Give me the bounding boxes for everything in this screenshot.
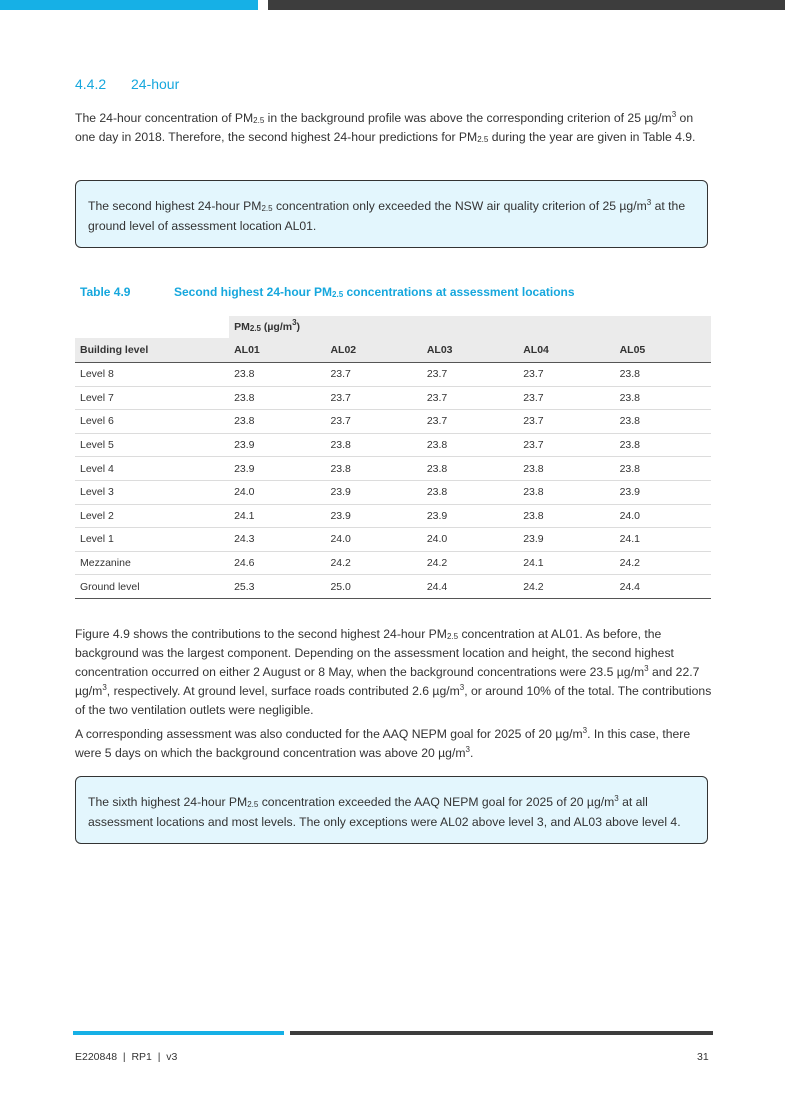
superscript: 3 — [671, 110, 677, 119]
callout-box-criterion — [75, 180, 708, 248]
text-run: A corresponding assessment was also conducted for the AAQ NEPM goal for 2025 of 20 µg/m — [75, 727, 583, 741]
table-cell: 24.2 — [325, 551, 421, 575]
table-cell: 23.9 — [325, 480, 421, 504]
table-cell: Level 6 — [75, 410, 229, 434]
column-header: AL02 — [325, 338, 421, 363]
text-run: PM — [234, 321, 250, 333]
table-cell: 24.1 — [518, 551, 614, 575]
footer-accent-bar-dark — [290, 1031, 713, 1035]
table-cell: 23.8 — [518, 504, 614, 528]
table-cell: 23.9 — [518, 528, 614, 552]
table-row — [75, 504, 711, 528]
text-run: during the year are given in Table 4.9. — [488, 130, 696, 144]
table-cell: 24.6 — [229, 551, 325, 575]
table-cell: 24.0 — [229, 480, 325, 504]
table-cell: 24.0 — [422, 528, 518, 552]
text-run: (µg/m — [260, 321, 293, 333]
table-cell: 23.7 — [422, 363, 518, 387]
table-cell: 23.8 — [615, 457, 711, 481]
table-cell: 23.8 — [229, 386, 325, 410]
text-run: concentration only exceeded the NSW air quality criterion of 25 µg/m — [272, 199, 647, 213]
table-row — [75, 551, 711, 575]
table-cell: 24.0 — [325, 528, 421, 552]
table-cell: 23.7 — [325, 410, 421, 434]
table-row — [75, 363, 711, 387]
table-row — [75, 457, 711, 481]
table-group-header — [229, 316, 711, 338]
column-header: Building level — [75, 338, 229, 363]
table-cell: Level 2 — [75, 504, 229, 528]
text-run: concentration exceeded the AAQ NEPM goal for 2025 of 20 µg/m — [258, 795, 615, 809]
superscript: 3 — [465, 745, 470, 754]
table-row — [75, 575, 711, 599]
table-cell: 24.0 — [615, 504, 711, 528]
table-cell: 23.7 — [518, 410, 614, 434]
subscript: 2.5 — [332, 290, 344, 299]
table-cell: 23.7 — [422, 386, 518, 410]
text-run: at the ground level of assessment location AL01. — [88, 199, 686, 233]
table-cell: 23.7 — [518, 363, 614, 387]
table-cell: 23.9 — [229, 433, 325, 457]
text-run: . In this case, there were 5 days on which the background concentration was above 20 µg/m — [75, 727, 691, 760]
text-run: on one day in 2018. Therefore, the second highest 24-hour predictions for PM — [75, 111, 694, 144]
table-cell: Level 4 — [75, 457, 229, 481]
superscript: 3 — [646, 198, 652, 207]
table-header-row — [75, 338, 711, 363]
footer-accent-bar-blue — [73, 1031, 284, 1035]
subscript: 2.5 — [247, 800, 259, 809]
table-cell: 23.8 — [615, 433, 711, 457]
table-caption — [80, 285, 575, 299]
table-row — [75, 433, 711, 457]
text-run: and 22.7 µg/m — [75, 665, 700, 698]
callout-text — [88, 196, 697, 236]
table-group-header-row — [75, 316, 711, 338]
table-cell: 23.8 — [325, 457, 421, 481]
superscript: 3 — [459, 683, 465, 692]
text-run: The 24-hour concentration of PM — [75, 111, 254, 125]
subscript: 2.5 — [261, 204, 273, 213]
table-cell: 24.4 — [422, 575, 518, 599]
text-run: concentration at AL01. As before, the background was the largest component. Depending on the assessment location and height, the second highest concentration occurred on either 2 August or 8 May, when the background concentrations were 23.5 µg/m — [75, 627, 674, 679]
column-header: AL03 — [422, 338, 518, 363]
text-run: Figure 4.9 shows the contributions to the second highest 24-hour PM — [75, 627, 447, 641]
page-number: 31 — [697, 1051, 709, 1063]
concentration-table — [75, 316, 711, 599]
column-header: AL01 — [229, 338, 325, 363]
table-cell: 23.8 — [615, 386, 711, 410]
text-run: ) — [296, 321, 301, 333]
table-cell: 23.8 — [422, 457, 518, 481]
table-cell: 24.4 — [615, 575, 711, 599]
superscript: 3 — [292, 318, 297, 327]
table-cell: 23.9 — [615, 480, 711, 504]
table-cell: 23.8 — [422, 480, 518, 504]
table-cell: 24.2 — [518, 575, 614, 599]
table-cell: Level 3 — [75, 480, 229, 504]
table-cell: 24.1 — [229, 504, 325, 528]
table-cell: 24.3 — [229, 528, 325, 552]
table-cell: 23.8 — [615, 363, 711, 387]
text-run: concentrations at assessment locations — [343, 285, 575, 299]
subscript: 2.5 — [446, 632, 459, 641]
callout-box-nepm — [75, 776, 708, 844]
superscript: 3 — [102, 683, 107, 692]
text-run: , respectively. At ground level, surface roads contributed 2.6 µg/m — [106, 684, 460, 698]
table-cell: Ground level — [75, 575, 229, 599]
section-number: 4.4.2 — [75, 76, 107, 92]
section-heading — [75, 76, 179, 92]
paragraph-nepm-assessment — [75, 725, 715, 763]
text-run: . — [469, 746, 474, 760]
table-cell: 23.8 — [229, 363, 325, 387]
table-cell: Level 5 — [75, 433, 229, 457]
table-cell: 23.7 — [518, 386, 614, 410]
table-cell: 24.1 — [615, 528, 711, 552]
column-header: AL04 — [518, 338, 614, 363]
table-cell: Level 1 — [75, 528, 229, 552]
header-accent-bar-dark — [268, 0, 785, 10]
table-cell: 23.8 — [518, 480, 614, 504]
table-cell: Mezzanine — [75, 551, 229, 575]
table-cell: 23.8 — [518, 457, 614, 481]
column-header: AL05 — [615, 338, 711, 363]
subscript: 2.5 — [477, 135, 489, 144]
table-row — [75, 480, 711, 504]
table-cell: 25.3 — [229, 575, 325, 599]
table-cell: 24.2 — [615, 551, 711, 575]
table-cell: 23.8 — [325, 433, 421, 457]
table-cell: 23.9 — [422, 504, 518, 528]
table-cell: 23.9 — [229, 457, 325, 481]
table-cell: 24.2 — [422, 551, 518, 575]
table-row — [75, 410, 711, 434]
table-cell: 23.7 — [422, 410, 518, 434]
table-cell: 23.8 — [422, 433, 518, 457]
superscript: 3 — [614, 794, 619, 803]
paragraph-intro — [75, 109, 715, 147]
footer-document-reference: E220848 | RP1 | v3 — [75, 1051, 178, 1063]
header-accent-bar-blue — [0, 0, 258, 10]
text-run: The second highest 24-hour PM — [88, 199, 262, 213]
text-run: in the background profile was above the corresponding criterion of 25 µg/m — [264, 111, 672, 125]
table-cell: 23.7 — [325, 386, 421, 410]
paragraph-figure-discussion — [75, 625, 715, 720]
section-title: 24-hour — [131, 76, 180, 92]
table-row — [75, 528, 711, 552]
table-cell: 25.0 — [325, 575, 421, 599]
table-cell: 23.8 — [229, 410, 325, 434]
table-cell: 23.9 — [325, 504, 421, 528]
table-row — [75, 386, 711, 410]
table-cell: Level 7 — [75, 386, 229, 410]
text-run: Second highest 24-hour PM — [174, 285, 333, 299]
table-cell: Level 8 — [75, 363, 229, 387]
table-cell: 23.8 — [615, 410, 711, 434]
table-header-blank — [75, 316, 229, 338]
text-run: The sixth highest 24-hour PM — [88, 795, 248, 809]
text-run: , or around 10% of the total. The contributions of the two ventilation outlets were negligible. — [75, 684, 712, 717]
table-number: Table 4.9 — [80, 285, 131, 299]
table-cell: 23.7 — [325, 363, 421, 387]
callout-text — [88, 792, 697, 832]
subscript: 2.5 — [249, 324, 261, 333]
subscript: 2.5 — [253, 116, 265, 125]
superscript: 3 — [644, 664, 649, 673]
table-cell: 23.7 — [518, 433, 614, 457]
superscript: 3 — [582, 726, 588, 735]
text-run: at all assessment locations and most levels. The only exceptions were AL02 above level 3, and AL03 above level 4. — [88, 795, 681, 829]
